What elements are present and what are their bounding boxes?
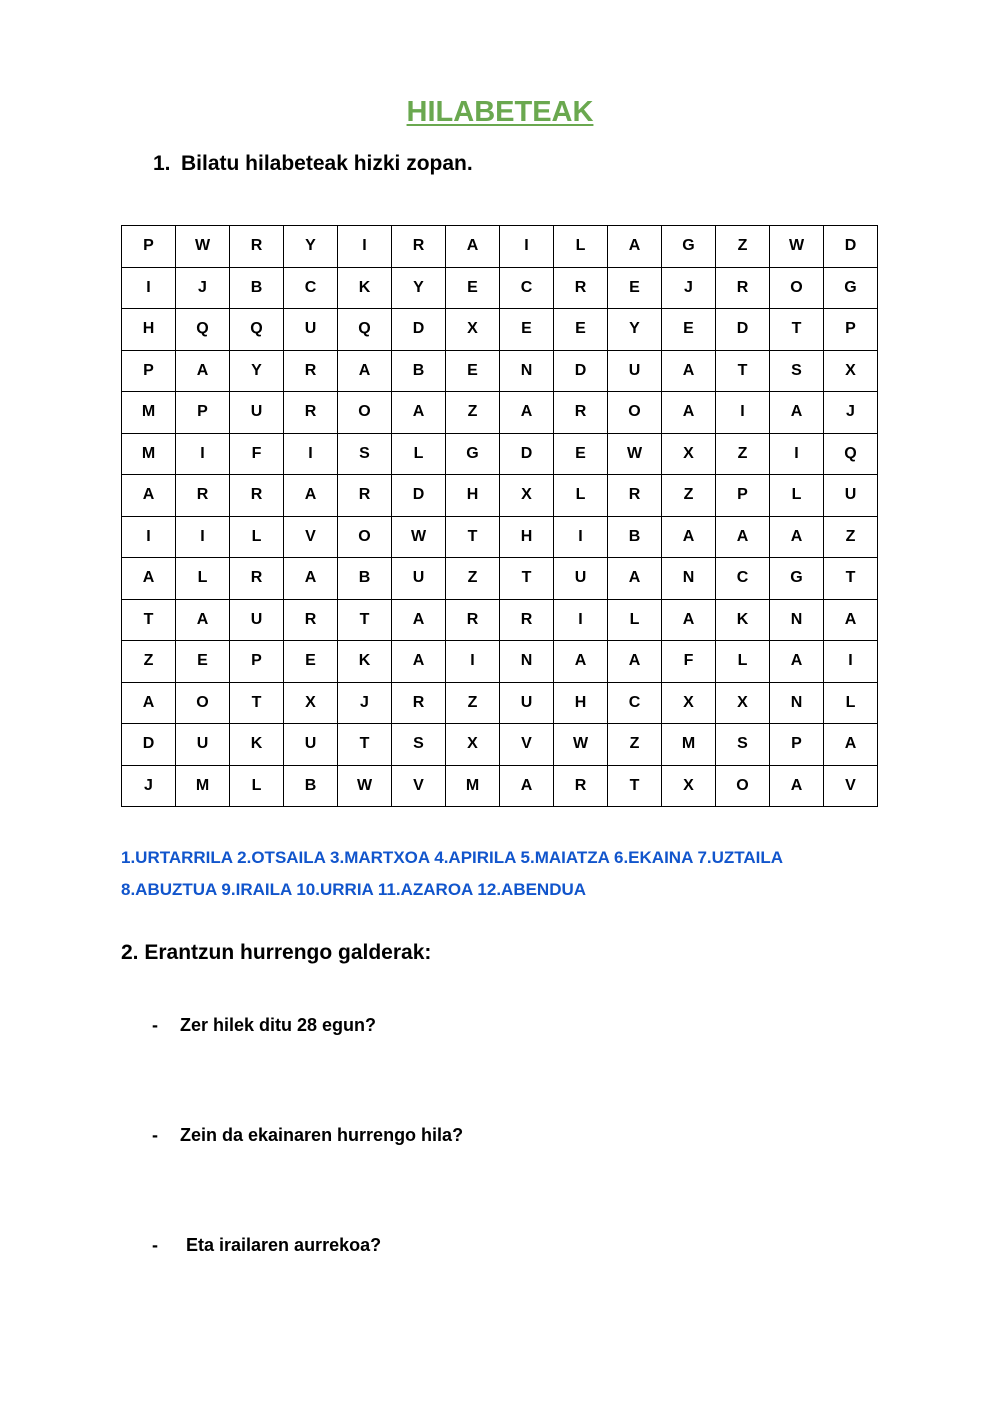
grid-cell: U — [176, 724, 230, 766]
grid-cell: G — [446, 433, 500, 475]
grid-cell: D — [554, 350, 608, 392]
grid-cell: A — [662, 350, 716, 392]
grid-cell: A — [284, 475, 338, 517]
grid-cell: T — [770, 309, 824, 351]
grid-cell: P — [716, 475, 770, 517]
grid-cell: V — [824, 765, 878, 807]
grid-cell: A — [662, 599, 716, 641]
grid-cell: A — [392, 392, 446, 434]
grid-cell: A — [176, 599, 230, 641]
grid-cell: N — [662, 558, 716, 600]
grid-cell: L — [230, 516, 284, 558]
grid-cell: A — [770, 765, 824, 807]
grid-cell: U — [284, 309, 338, 351]
grid-row — [122, 765, 878, 807]
grid-cell: S — [338, 433, 392, 475]
grid-cell: T — [338, 599, 392, 641]
grid-cell: L — [230, 765, 284, 807]
grid-cell: Z — [446, 392, 500, 434]
grid-cell: E — [446, 350, 500, 392]
grid-cell: H — [554, 682, 608, 724]
grid-cell: O — [176, 682, 230, 724]
grid-cell: V — [500, 724, 554, 766]
grid-cell: O — [338, 392, 392, 434]
grid-cell: G — [662, 226, 716, 268]
grid-cell: Y — [392, 267, 446, 309]
grid-cell: K — [230, 724, 284, 766]
grid-cell: M — [662, 724, 716, 766]
grid-cell: Q — [176, 309, 230, 351]
grid-cell: H — [122, 309, 176, 351]
grid-cell: T — [338, 724, 392, 766]
grid-cell: T — [824, 558, 878, 600]
grid-cell: A — [122, 558, 176, 600]
grid-cell: R — [284, 350, 338, 392]
grid-cell: A — [770, 641, 824, 683]
grid-cell: U — [392, 558, 446, 600]
word-search-grid — [121, 225, 878, 807]
grid-cell: R — [392, 226, 446, 268]
grid-cell: J — [338, 682, 392, 724]
grid-row — [122, 226, 878, 268]
grid-cell: J — [122, 765, 176, 807]
grid-cell: O — [716, 765, 770, 807]
grid-cell: D — [716, 309, 770, 351]
grid-cell: A — [608, 641, 662, 683]
grid-cell: V — [392, 765, 446, 807]
grid-cell: R — [338, 475, 392, 517]
grid-cell: Z — [446, 558, 500, 600]
grid-cell: L — [770, 475, 824, 517]
grid-cell: L — [716, 641, 770, 683]
grid-cell: U — [554, 558, 608, 600]
grid-cell: Y — [230, 350, 284, 392]
question-dash: - — [152, 1125, 158, 1145]
grid-cell: R — [230, 558, 284, 600]
grid-cell: E — [554, 433, 608, 475]
grid-cell: I — [176, 516, 230, 558]
grid-cell: Z — [716, 226, 770, 268]
grid-cell: E — [176, 641, 230, 683]
grid-cell: A — [446, 226, 500, 268]
grid-cell: T — [122, 599, 176, 641]
grid-cell: A — [662, 516, 716, 558]
grid-cell: X — [662, 433, 716, 475]
grid-cell: S — [716, 724, 770, 766]
grid-cell: A — [716, 516, 770, 558]
grid-cell: W — [176, 226, 230, 268]
page-title: HILABETEAK — [406, 96, 594, 128]
grid-cell: Z — [824, 516, 878, 558]
grid-cell: A — [770, 392, 824, 434]
grid-cell: F — [230, 433, 284, 475]
grid-cell: X — [824, 350, 878, 392]
grid-cell: U — [284, 724, 338, 766]
grid-cell: C — [284, 267, 338, 309]
grid-cell: J — [176, 267, 230, 309]
grid-cell: J — [662, 267, 716, 309]
grid-cell: I — [122, 516, 176, 558]
grid-cell: C — [608, 682, 662, 724]
grid-row — [122, 682, 878, 724]
word-list-line-2: 8.ABUZTUA 9.IRAILA 10.URRIA 11.AZAROA 12.ABENDUA — [121, 880, 587, 899]
grid-cell: L — [176, 558, 230, 600]
grid-cell: T — [230, 682, 284, 724]
grid-cell: P — [122, 226, 176, 268]
question-text: Zer hilek ditu 28 egun? — [180, 1015, 377, 1035]
grid-row — [122, 392, 878, 434]
grid-cell: D — [392, 475, 446, 517]
grid-cell: L — [392, 433, 446, 475]
grid-cell: U — [824, 475, 878, 517]
grid-cell: A — [176, 350, 230, 392]
grid-cell: I — [716, 392, 770, 434]
grid-cell: A — [824, 599, 878, 641]
grid-cell: R — [554, 765, 608, 807]
grid-cell: R — [230, 226, 284, 268]
grid-cell: Y — [608, 309, 662, 351]
grid-row — [122, 267, 878, 309]
grid-cell: R — [284, 599, 338, 641]
grid-cell: X — [446, 724, 500, 766]
grid-row — [122, 516, 878, 558]
grid-cell: R — [284, 392, 338, 434]
month-word-list — [121, 842, 921, 906]
grid-row — [122, 433, 878, 475]
grid-cell: O — [770, 267, 824, 309]
grid-cell: L — [608, 599, 662, 641]
grid-cell: A — [284, 558, 338, 600]
grid-cell: A — [608, 558, 662, 600]
grid-cell: M — [446, 765, 500, 807]
grid-cell: D — [122, 724, 176, 766]
grid-cell: D — [500, 433, 554, 475]
grid-cell: T — [446, 516, 500, 558]
grid-cell: P — [122, 350, 176, 392]
grid-row — [122, 641, 878, 683]
grid-cell: A — [122, 475, 176, 517]
grid-cell: E — [446, 267, 500, 309]
grid-cell: U — [230, 599, 284, 641]
grid-cell: N — [500, 350, 554, 392]
word-list-line-1: 1.URTARRILA 2.OTSAILA 3.MARTXOA 4.APIRILA 5.MAIATZA 6.EKAINA 7.UZTAILA — [121, 848, 784, 867]
grid-row — [122, 558, 878, 600]
grid-cell: N — [770, 599, 824, 641]
exercise-2-heading: 2. Erantzun hurrengo galderak: — [121, 941, 432, 964]
grid-cell: W — [554, 724, 608, 766]
grid-cell: C — [500, 267, 554, 309]
grid-cell: B — [338, 558, 392, 600]
grid-cell: X — [284, 682, 338, 724]
grid-cell: E — [662, 309, 716, 351]
grid-cell: X — [662, 682, 716, 724]
grid-cell: X — [446, 309, 500, 351]
question-dash: - — [152, 1235, 158, 1255]
grid-cell: I — [338, 226, 392, 268]
grid-cell: S — [770, 350, 824, 392]
grid-cell: X — [716, 682, 770, 724]
grid-cell: B — [230, 267, 284, 309]
grid-cell: I — [446, 641, 500, 683]
grid-cell: E — [500, 309, 554, 351]
grid-cell: D — [824, 226, 878, 268]
grid-cell: K — [338, 641, 392, 683]
grid-cell: G — [824, 267, 878, 309]
grid-cell: I — [176, 433, 230, 475]
grid-cell: I — [824, 641, 878, 683]
grid-cell: I — [554, 516, 608, 558]
grid-cell: T — [608, 765, 662, 807]
grid-cell: A — [770, 516, 824, 558]
grid-cell: H — [500, 516, 554, 558]
grid-cell: W — [770, 226, 824, 268]
grid-row — [122, 350, 878, 392]
grid-cell: I — [284, 433, 338, 475]
grid-cell: Z — [662, 475, 716, 517]
grid-cell: B — [284, 765, 338, 807]
grid-cell: R — [392, 682, 446, 724]
grid-cell: M — [122, 392, 176, 434]
grid-cell: K — [338, 267, 392, 309]
grid-cell: A — [500, 392, 554, 434]
grid-cell: X — [500, 475, 554, 517]
grid-row — [122, 309, 878, 351]
grid-cell: K — [716, 599, 770, 641]
question-text: Eta irailaren aurrekoa? — [186, 1235, 382, 1255]
grid-cell: E — [284, 641, 338, 683]
grid-cell: U — [608, 350, 662, 392]
grid-cell: A — [338, 350, 392, 392]
grid-cell: Q — [824, 433, 878, 475]
grid-cell: N — [770, 682, 824, 724]
grid-cell: R — [230, 475, 284, 517]
grid-cell: L — [554, 226, 608, 268]
grid-cell: C — [716, 558, 770, 600]
grid-cell: T — [716, 350, 770, 392]
grid-cell: T — [500, 558, 554, 600]
grid-cell: R — [716, 267, 770, 309]
grid-cell: U — [500, 682, 554, 724]
grid-cell: G — [770, 558, 824, 600]
grid-cell: W — [338, 765, 392, 807]
grid-row — [122, 599, 878, 641]
question-item — [152, 1125, 463, 1146]
grid-cell: R — [500, 599, 554, 641]
grid-cell: A — [392, 641, 446, 683]
question-item — [152, 1015, 376, 1036]
grid-cell: S — [392, 724, 446, 766]
grid-cell: Q — [230, 309, 284, 351]
grid-cell: A — [554, 641, 608, 683]
grid-cell: L — [554, 475, 608, 517]
grid-cell: X — [662, 765, 716, 807]
grid-cell: B — [608, 516, 662, 558]
grid-cell: U — [230, 392, 284, 434]
question-item — [152, 1235, 381, 1256]
grid-cell: W — [608, 433, 662, 475]
grid-cell: R — [608, 475, 662, 517]
grid-cell: O — [338, 516, 392, 558]
grid-cell: A — [500, 765, 554, 807]
exercise-1-instruction: Bilatu hilabeteak hizki zopan. — [181, 152, 473, 175]
grid-cell: I — [770, 433, 824, 475]
grid-cell: P — [230, 641, 284, 683]
grid-cell: R — [554, 392, 608, 434]
grid-cell: M — [122, 433, 176, 475]
grid-cell: B — [392, 350, 446, 392]
grid-cell: A — [122, 682, 176, 724]
question-text: Zein da ekainaren hurrengo hila? — [180, 1125, 464, 1145]
grid-cell: R — [446, 599, 500, 641]
grid-cell: P — [176, 392, 230, 434]
grid-cell: I — [500, 226, 554, 268]
grid-cell: Z — [122, 641, 176, 683]
grid-cell: Z — [716, 433, 770, 475]
exercise-1-heading — [153, 152, 473, 176]
exercise-1-number: 1. — [153, 152, 171, 175]
grid-cell: R — [554, 267, 608, 309]
grid-cell: E — [554, 309, 608, 351]
grid-cell: A — [392, 599, 446, 641]
grid-cell: I — [554, 599, 608, 641]
grid-cell: I — [122, 267, 176, 309]
grid-cell: J — [824, 392, 878, 434]
grid-cell: A — [824, 724, 878, 766]
grid-cell: H — [446, 475, 500, 517]
grid-cell: A — [608, 226, 662, 268]
grid-cell: R — [176, 475, 230, 517]
grid-cell: V — [284, 516, 338, 558]
question-dash: - — [152, 1015, 158, 1035]
grid-cell: N — [500, 641, 554, 683]
grid-cell: L — [824, 682, 878, 724]
grid-cell: M — [176, 765, 230, 807]
grid-row — [122, 724, 878, 766]
grid-row — [122, 475, 878, 517]
grid-cell: F — [662, 641, 716, 683]
grid-cell: A — [662, 392, 716, 434]
grid-cell: P — [824, 309, 878, 351]
grid-cell: W — [392, 516, 446, 558]
grid-cell: Z — [446, 682, 500, 724]
grid-cell: O — [608, 392, 662, 434]
grid-cell: Y — [284, 226, 338, 268]
grid-cell: Z — [608, 724, 662, 766]
grid-cell: Q — [338, 309, 392, 351]
grid-cell: D — [392, 309, 446, 351]
grid-cell: P — [770, 724, 824, 766]
grid-cell: E — [608, 267, 662, 309]
